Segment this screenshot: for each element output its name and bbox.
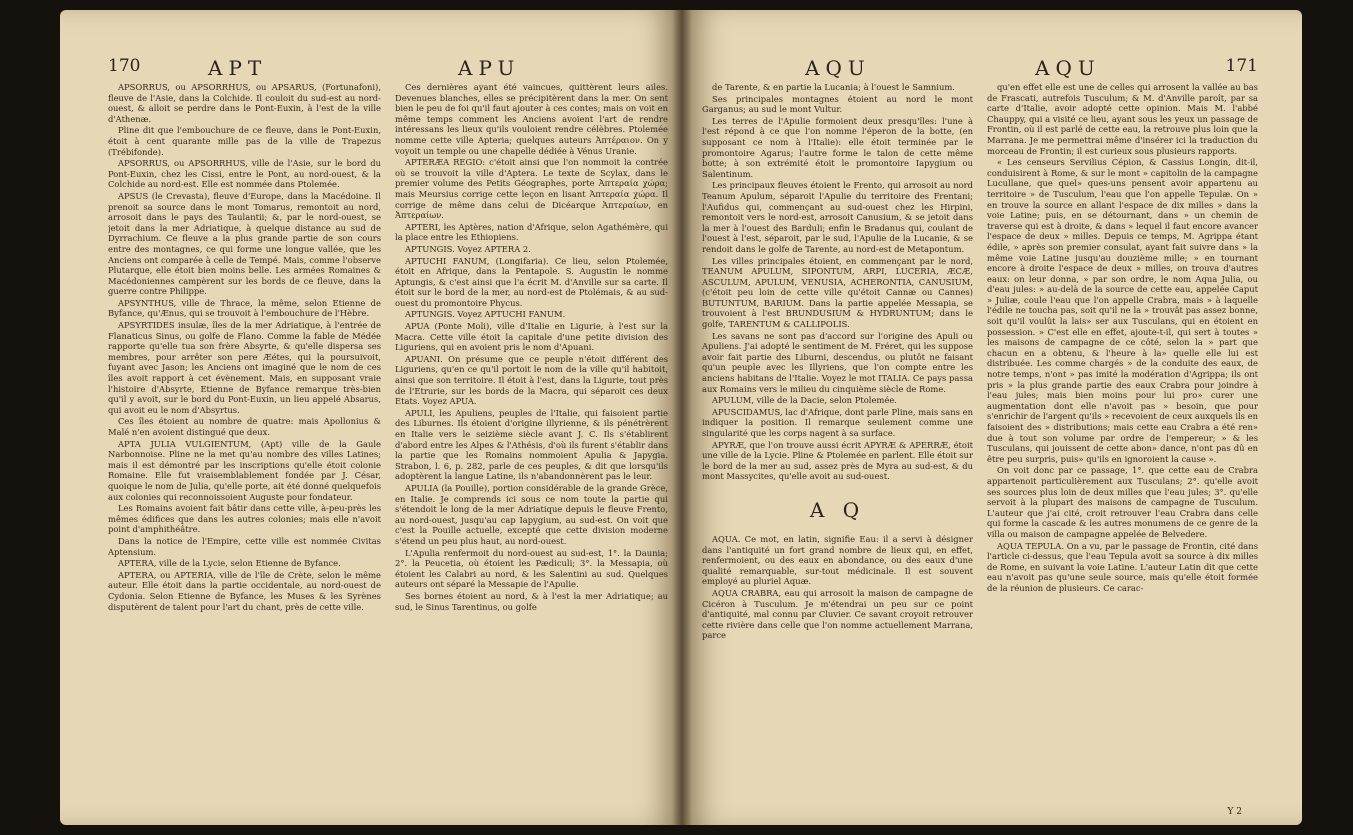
- paragraph: APULI, les Apuliens, peuples de l'Italie, qui faisoient partie des Liburnes. Ils étoient d'origine illyrienne, & ils pénétrèrent en Italie vers le seizième siècle avant J. C. Ils s'établirent d'abord entre les Alpes & l'Athésis, d'où ils furent s'établir dans la partie que les Romains nommoient Apulia & Japygia. Strabon, l. 6, p. 282, parle de ces peuples, & dit que lorsqu'ils adoptèrent la langue Latine, ils n'abandonnèrent pas le leur.: [395, 407, 668, 482]
- right-page: [682, 10, 1302, 825]
- paragraph: Ses bornes étoient au nord, & à l'est la mer Adriatique; au sud, le Sinus Tarentinus, ou golfe: [395, 590, 668, 612]
- paragraph: APTUNGIS. Voyez APTERA 2.: [405, 243, 531, 254]
- right-column-2: [987, 82, 1258, 807]
- paragraph: APTUCHI FANUM, (Longifaria). Ce lieu, selon Ptolemée, étoit en Afrique, dans la Pentapole. S. Augustin le nomme Aptungis, & c'est ainsi que l'a écrit M. d'Anville sur sa carte. Il étoit sur le bord de la mer, au nord-est de Ptolémais, & au sud-ouest du promontoire Phycus.: [395, 255, 668, 308]
- paragraph: APTERÆA REGIO: c'étoit ainsi que l'on nommoit la contrée où se trouvoit la ville d'Aptera. Le texte de Scylax, dans le premier volume des Petits Géographes, porte Ἀπτεραία χώρα; mais Meursius corrige cette leçon en lisant Ἀπτεραία χώρα. Il corrige de même dans celui de Dicéarque Ἀπτεραίων, en Ἀπτεραίων.: [395, 157, 668, 221]
- right-column-1: [702, 82, 973, 807]
- paragraph: L'Apulia renfermoit du nord-ouest au sud-est, 1°. la Daunia; 2°. la Peucetia, où étoient les Pædiculi; 3°. la Messapia, où étoient les Calabri au nord, & les Salentini au sud. Quelques auteurs ont séparé la Messapie de l'Apulie.: [395, 547, 668, 590]
- paragraph: Les Romains avoient fait bâtir dans cette ville, à-peu-près les mêmes édifices que dans les autres colonies; mais elle n'avoit point d'amphithéâtre.: [108, 503, 381, 535]
- paragraph: APUANI. On présume que ce peuple n'étoit différent des Liguriens, qu'en ce qu'il portoit le nom de la ville qu'il habitoit, ainsi que son territoire. Il étoit à l'est, dans la Ligurie, tout près de l'Etrurie, sur les bords de la Macra, qui séparoit ces deux Etats. Voyez APUA.: [395, 353, 668, 407]
- paragraph: AQUA CRABRA, eau qui arrosoit la maison de campagne de Cicéron à Tusculum. Je m'étendrai un peu sur ce point d'antiquité, mal connu par Cluvier. Ce savant croyoit retrouver cette rivière dans celle que l'on nomme actuellement Marrana, parce: [702, 587, 973, 641]
- paragraph: APTERA, ville de la Lycie, selon Etienne de Byfance.: [118, 558, 341, 569]
- section-heading: A Q: [809, 497, 866, 522]
- paragraph: On voit donc par ce passage, 1°. que cette eau de Crabra appartenoit particulièrement aux Tusculans; 2°. qu'elle avoit ses sources plus loin de deux milles que l'eau jules; 3°. qu'elle servoit à la plupart des maisons de campagne de Tusculum. L'auteur que j'ai cité, croit retrouver l'eau Crabra dans celle qui forme la cascade & les autres monumens de ce genre de la villa ou maison de campagne appelée de Belvedere.: [987, 465, 1258, 539]
- left-column-1: [108, 82, 381, 807]
- paragraph: qu'en effet elle est une de celles qui arrosent la vallée au bas de Frascati, autrefois Tusculum; & M. d'Anville paroît, par sa carte d'Italie, avoir adopté cette opinion. Mais M. l'abbé Chauppy, qui a visité ce lieu, ayant sous les yeux un passage de Frontin, où il est parlé de cette eau, la retrouve plus loin que la Marrana. Je me permettrai même d'insérer ici la traduction du morceau de Frontin; il est curieux sous plusieurs rapports.: [987, 82, 1258, 156]
- left-columns: [108, 82, 668, 807]
- left-running-head-left: APT: [208, 56, 268, 80]
- paragraph: Ces dernières ayant été vaincues, quittèrent leurs ailes. Devenues blanches, elles se précipitèrent dans la mer. On sent bien le peu de foi qu'il faut ajouter à ces contes; mais on voit en même temps comment les Anciens avoient l'art de rendre intéressans les lieux qu'ils vouloient rendre célèbres. Ptolemée nomme cette ville Apteria; quelques auteurs Ἀπτέραιον. On y voyoit un temple ou une chapelle dédiée à Vénus Uranie.: [395, 82, 668, 156]
- left-running-head-right: APU: [458, 56, 521, 80]
- paragraph: APTUNGIS. Voyez APTUCHI FANUM.: [405, 309, 566, 320]
- paragraph: Les terres de l'Apulie formoient deux presqu'îles: l'une à l'est répond à ce que l'on nomme l'éperon de la botte, (en supposant ce nom à l'Italie): elle étoit terminée par le promontoire Agarus; l'autre forme le talon de cette même botte; à son extrémité étoit le promontoire Iapygium ou Salentinum.: [702, 115, 973, 179]
- paragraph: Dans la notice de l'Empire, cette ville est nommée Civitas Aptensium.: [108, 535, 381, 557]
- paragraph: APULUM, ville de la Dacie, selon Ptolemée.: [712, 395, 897, 406]
- paragraph: AQUA. Ce mot, en latin, signifie Eau: il a servi à désigner dans l'antiquité un fort grand nombre de lieux qui, en effet, renfermoient, ou des eaux en abondance, ou des eaux d'une qualité remarquable, sur-tout médicinale. Il est souvent employé au pluriel Aquæ.: [702, 533, 973, 587]
- paragraph: Ces îles étoient au nombre de quatre: mais Apollonius & Malé n'en avoient distingué que deux.: [108, 416, 381, 437]
- right-columns: [702, 82, 1258, 807]
- paragraph: Pline dit que l'embouchure de ce fleuve, dans le Pont-Euxin, étoit à cent quarante mille pas de la ville de Trapezus (Trébifonde).: [108, 125, 381, 157]
- paragraph: APUA (Ponte Moli), ville d'Italie en Ligurie, à l'est sur la Macra. Cette ville étoit la capitale d'une petite division des Liguriens, qui en avoient pris le nom d'Apuani.: [395, 321, 668, 353]
- right-running-head: [700, 56, 1258, 80]
- left-page-number: 170: [108, 56, 141, 76]
- paragraph: AQUA TEPULA. On a vu, par le passage de Frontin, cité dans l'article ci-dessus, que l'eau Tepula avoit sa source à dix milles de Rome, en suivant la voie Latine. L'auteur Latin dit que cette eau n'avoit pas qu'une seule source, mais qu'elle étoit formée de la réunion de plusieurs. Ce carac-: [987, 540, 1258, 593]
- paragraph: APYRÆ, que l'on trouve aussi écrit APYRÆ & APERRÆ, étoit une ville de la Lycie. Pline & Ptolemée en parlent. Elle étoit sur le bord de la mer au sud, assez près de Myra au sud-est, & du mont Massycites, qu'elle avoit au sud-ouest.: [702, 439, 973, 482]
- paragraph: APTA JULIA VULGIENTUM, (Apt) ville de la Gaule Narbonnoise. Pline ne la met qu'au nombre des villes Latines; mais il est démontré par les inscriptions qu'elle étoit colonie Romaine. Elle fut vraisemblablement fondée par J. César, quoique le nom de Julia, qu'elle porte, ait été donné quelquefois aux colonies qui reconnoissoient Auguste pour fondateur.: [108, 438, 381, 502]
- paragraph: Les principaux fleuves étoient le Frento, qui arrosoit au nord Teanum Apulum, séparoit l'Apulie du territoire des Frentani; l'Aufidus qui, commençant au sud-ouest chez les Hirpini, remontoit vers le nord-est, arrosoit Canusium, & se jetoit dans la mer à l'ouest des Barduli; enfin le Bradanus qui, coulant de l'ouest à l'est, séparoit, par le sud, l'Apulie de la Lucanie, & se rendoit dans le golfe de Tarente, au nord-est de Metapontum.: [702, 180, 973, 254]
- paragraph: « Les censeurs Servilius Cépion, & Cassius Longin, dit-il, conduisirent à Rome, & sur le mont » capitolin de la campagne Lucullane, que quel» ques-uns pensent avoir appartenu au territoire » de Tusculum, l'eau que l'on appelle Tepulæ. On » en trouve la source en allant l'espace de dix milles » dans la voie Latine; puis, en se détournant, dans » un chemin de traverse qui est à droite, & dans » lequel il faut encore avancer l'espace de deux » milles. Depuis ce temps, M. Agrippa étant édile, » après son premier consulat, ayant fait suivre dans » la même voie Latine jusqu'au douzième mille; » en tournant encore à droite l'espace de deux » milles, on trouva d'autres eaux: on leur donna, » par son ordre, le nom Aqua Julia, ou d'eau jules: » au-delà de la source de cette eau, appelée Caput » Juliæ, coule l'eau que l'on appelle Crabra, mais » à laquelle l'édile ne toucha pas, soit qu'il ne la » trouvât pas assez bonne, soit qu'il voulût la lais» ser aux Tusculans, qui en étoient en possession. » C'est elle en effet, ajoute-t-il, qui sert à toutes » les maisons de campagne de ce côté, selon la » part que chacun en a obtenu, & l'heure à la» quelle elle lui est distribuée. Les comme chargés » de la conduite des eaux, de notre temps, n'ont » pas imité la modération d'Agrippa; ils ont pris » la plus grande partie des eaux Crabra pour joindre à l'eau jules; mais bien moins pour lui pro» curer une augmentation dont elle n'avoit pas » besoin, que pour s'enrichir de l'argent qu'ils » recevoient de ceux auxquels ils en faisoient des » distributions; mais cette eau Crabra a été ren» due à tout son volume par ordre de l'empereur; » & les Tusculans, qui jouissent de cette abon» dance, n'ont pas dû en être peu surpris, puis» qu'ils en ignoroient la cause ».: [987, 157, 1258, 464]
- left-page: [60, 10, 682, 825]
- signature-mark: Y 2: [1227, 807, 1242, 817]
- right-running-head-right: AQU: [1035, 56, 1101, 80]
- paragraph: APTERA, ou APTERIA, ville de l'île de Crète, selon le même auteur. Elle étoit dans la partie occidentale, au nord-ouest de Cydonia. Selon Etienne de Byfance, les Muses & les Syrènes disputèrent de talent pour l'art du chant, près de cette ville.: [108, 569, 381, 612]
- paragraph: Ses principales montagnes étoient au nord le mont Garganus; au sud le mont Vultur.: [702, 93, 973, 115]
- paragraph: APSUS (le Crevasta), fleuve d'Europe, dans la Macédoine. Il prenoit sa source dans le mont Tomarus, remontoit au nord, arrosoit dans le pays des Taulantii; &, par le nord-ouest, se jetoit dans la mer Adriatique, à quelque distance au sud de Dyrrachium. Ce fleuve a la plus grande partie de son cours entre des montagnes, ce qui forme une longue vallée, que les Anciens ont comparée à celle de Tempé. Mais, comme l'observe Plutarque, elle étoit bien moins belle. Les armées Romaines & Macédoniennes campèrent sur les bords de ce fleuve, dans la guerre contre Philippe.: [108, 190, 381, 297]
- left-running-head: [108, 56, 666, 80]
- paragraph: de Tarente, & en partie la Lucania; à l'ouest le Samnium.: [712, 82, 955, 92]
- book-gutter: [672, 10, 692, 825]
- left-column-2: [395, 82, 668, 807]
- right-page-number: 171: [1225, 56, 1258, 76]
- paragraph: APSYRTIDES insulæ, îles de la mer Adriatique, à l'entrée de Flanaticus Sinus, ou golfe de Flano. Comme la fable de Médée rapporte qu'elle tua son frère Absyrte, & qu'elle dispersa ses membres, pour arrêter son pere Æétes, qui la poursuivoit, fuyant avec Jason; les Anciens ont imaginé que le nom de ces îles avoit rapport à cet évènement. Mais, en supposant vraie l'histoire d'Absyrte, Etienne de Byfance remarque très-bien qu'il y avoit, sur le bord du Pont-Euxin, un lieu appelé Absarus, qui avoit eu le nom d'Absyrtus.: [108, 320, 381, 415]
- paragraph: APSORRUS, ou APSORRHUS, ville de l'Asie, sur le bord du Pont-Euxin, chez les Cissi, entre le Pont, au nord-ouest, & la Colchide au nord-est. Elle est nommée dans Ptolemée.: [108, 158, 381, 190]
- right-running-head-left: AQU: [805, 56, 871, 80]
- paragraph: Les savans ne sont pas d'accord sur l'origine des Apuli ou Apuliens. J'ai adopté le sentiment de M. Fréret, qui les suppose avoir fait partie des Liburni, descendus, ou plutôt ne faisant qu'un peuple avec les Illyriens, que l'on compte entre les anciens habitans de l'Italie. Voyez le mot ITALIA. Ce pays passa aux Romains vers le milieu du cinquième siècle de Rome.: [702, 330, 973, 394]
- paragraph: APSORRUS, ou APSORRHUS, ou APSARUS, (Fortunafoni), fleuve de l'Asie, dans la Colchide. Il couloit du sud-est au nord-ouest, & alloit se perdre dans le Pont-Euxin, à l'est de la ville d'Athenæ.: [108, 82, 381, 124]
- paragraph: APSYNTHUS, ville de Thrace, la même, selon Etienne de Byfance, qu'Ænus, qui se trouvoit à l'embouchure de l'Hèbre.: [108, 297, 381, 319]
- paragraph: Les villes principales étoient, en commençant par le nord, TEANUM APULUM, SIPONTUM, ARPI, LUCERIA, ÆCÆ, ASCULUM, APULUM, VENUSIA, ACHERONTIA, CANUSIUM, (c'étoit peu loin de cette ville qu'étoit Cannæ ou Cannes) BUTUNTUM, BARIUM. Dans la partie appelée Messapia, se trouvoient à l'est BRUNDUSIUM & HYDRUNTUM; dans le golfe, TARENTUM & CALLIPOLIS.: [702, 255, 973, 330]
- paragraph: APUSCIDAMUS, lac d'Afrique, dont parle Pline, mais sans en indiquer la position. Il remarque seulement comme une singularité que les corps nagent à sa surface.: [702, 406, 973, 438]
- paragraph: APTERI, les Aptères, nation d'Afrique, selon Agathémère, qui la place entre les Ethiopiens.: [395, 221, 668, 243]
- paragraph: APULIA (la Pouille), portion considérable de la grande Grèce, en Italie. Je comprends ici sous ce nom toute la partie qui s'étendoit le long de la mer Adriatique depuis le fleuve Frento, au nord-ouest, jusqu'au cap Iapygium, au sud-est. On voit que c'est la Pouille actuelle, excepté que cette division moderne s'étend un peu plus haut, au nord-ouest.: [395, 482, 668, 546]
